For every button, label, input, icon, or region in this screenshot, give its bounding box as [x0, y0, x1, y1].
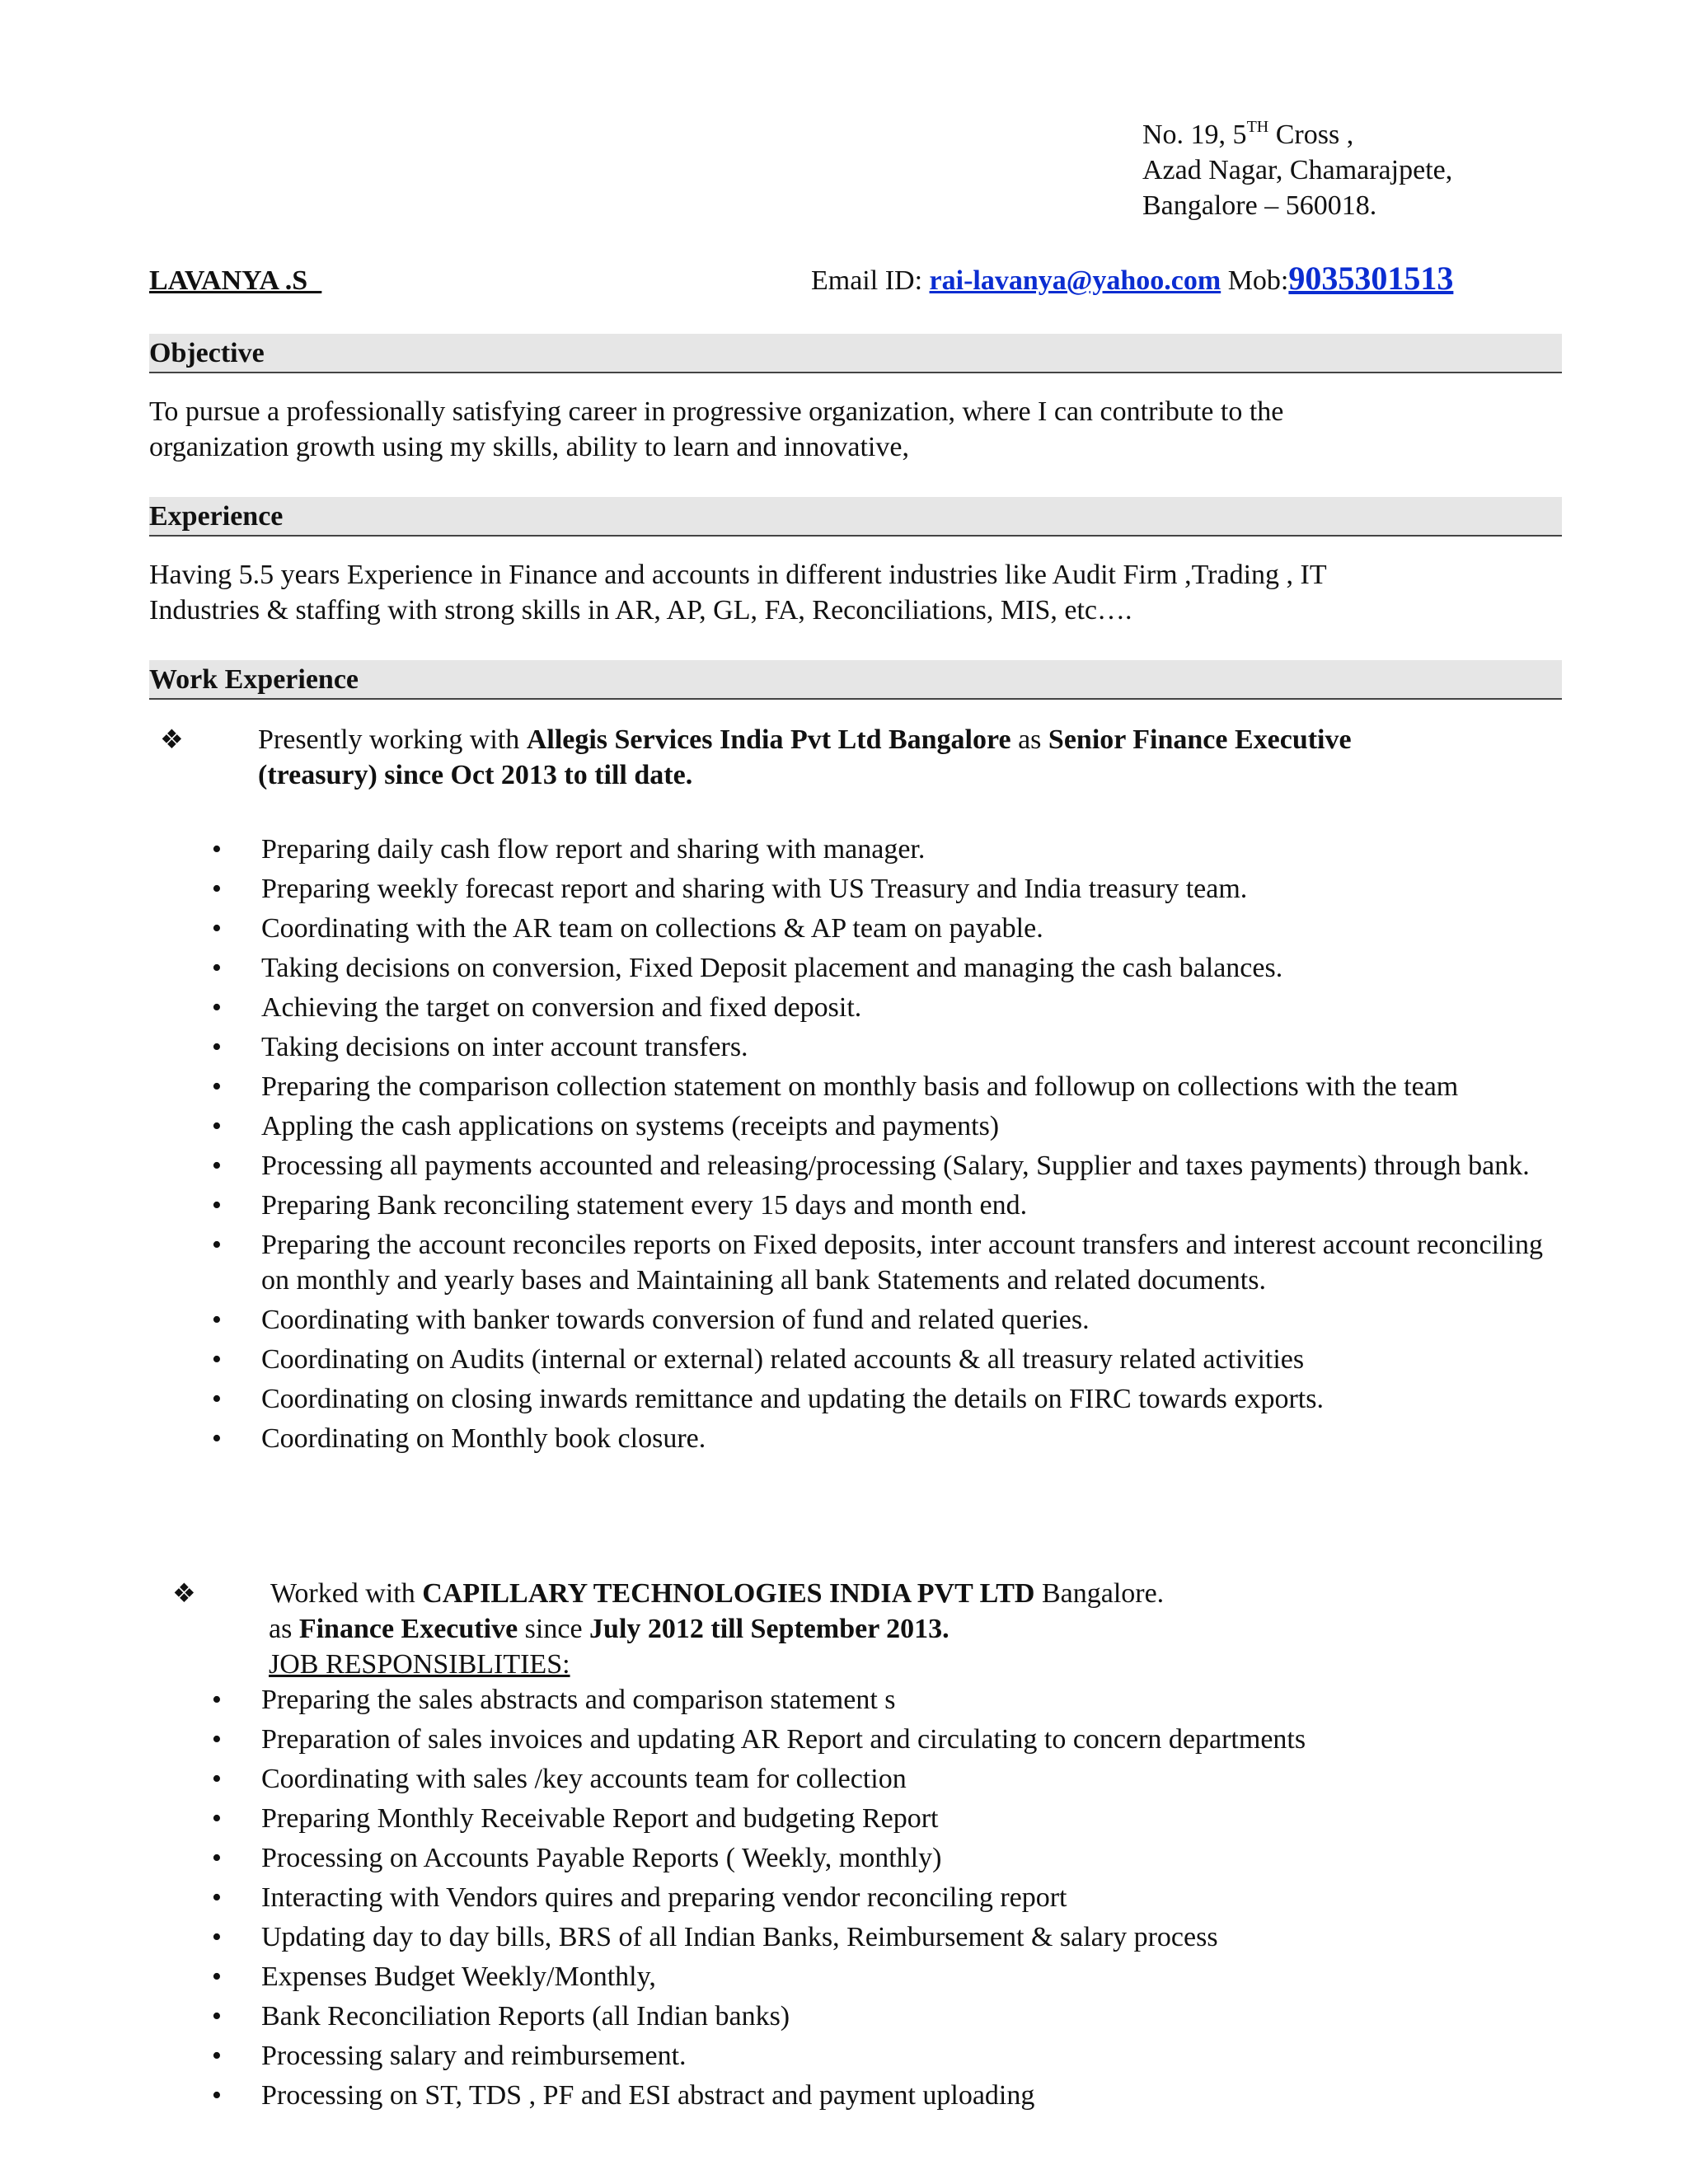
job2-duties-list [149, 1682, 1567, 2117]
address-line-2: Azad Nagar, Chamarajpete, [1142, 155, 1453, 185]
address-line-1: No. 19, 5TH Cross , [1142, 118, 1354, 150]
list-item: • Appling the cash applications on systems (receipts and payments) [149, 1108, 1567, 1144]
list-item: • Expenses Budget Weekly/Monthly, [149, 1959, 1567, 1994]
job2-company: CAPILLARY TECHNOLOGIES INDIA PVT LTD [422, 1578, 1035, 1609]
job1-period: (treasury) since Oct 2013 to till date. [258, 760, 693, 790]
list-item: • Preparing Bank reconciling statement every 15 days and month end. [149, 1188, 1567, 1223]
list-item: • Updating day to day bills, BRS of all Indian Banks, Reimbursement & salary process [149, 1919, 1567, 1955]
job1-duties-list [149, 832, 1567, 1460]
list-item: • Coordinating on Audits (internal or external) related accounts & all treasury related activities [149, 1342, 1567, 1377]
list-item: • Coordinating on Monthly book closure. [149, 1421, 1567, 1456]
job2-responsibilities-heading: JOB RESPONSIBLITIES: [269, 1649, 570, 1680]
job2-period: July 2012 till September 2013. [589, 1614, 950, 1644]
list-item: • Coordinating with sales /key accounts team for collection [149, 1761, 1567, 1797]
mobile-number-link[interactable]: 9035301513 [1288, 260, 1454, 297]
list-item: • Preparing Monthly Receivable Report and budgeting Report [149, 1801, 1567, 1836]
diamond-bullet-icon: ❖ [172, 1578, 196, 1608]
list-item: • Bank Reconciliation Reports (all Indian banks) [149, 1999, 1567, 2034]
job1-company: Allegis Services India Pvt Ltd Bangalore [526, 724, 1011, 755]
list-item: • Taking decisions on inter account transfers. [149, 1029, 1567, 1065]
list-item: • Preparing the comparison collection statement on monthly basis and followup on collections with the team [149, 1069, 1567, 1104]
experience-text: Having 5.5 years Experience in Finance and accounts in different industries like Audit Firm ,Trading , IT Industries & staffing with strong skills in AR, AP, GL, FA, Reconciliations, MIS, etc…. [149, 560, 1327, 626]
email-link[interactable]: rai-lavanya@yahoo.com [929, 265, 1221, 296]
list-item: • Preparation of sales invoices and updating AR Report and circulating to concern departments [149, 1722, 1567, 1757]
list-item: • Coordinating on closing inwards remittance and updating the details on FIRC towards exports. [149, 1381, 1567, 1417]
job1-intro: ❖ Presently working with Allegis Services India Pvt Ltd Bangalore as Senior Finance Executive (treasury) since Oct 2013 to till date. [149, 722, 1550, 793]
name-contact-row [149, 260, 1493, 299]
experience-heading: Experience [149, 497, 1562, 537]
objective-heading: Objective [149, 334, 1562, 373]
list-item: • Achieving the target on conversion and fixed deposit. [149, 990, 1567, 1025]
list-item: • Preparing daily cash flow report and sharing with manager. [149, 832, 1567, 867]
list-item: • Preparing the sales abstracts and comparison statement s [149, 1682, 1567, 1718]
job2-intro: ❖ Worked with CAPILLARY TECHNOLOGIES INDIA PVT LTD Bangalore. as Finance Executive since July 2012 till September 2013. JOB RESPONSIBLITIES: [149, 1576, 1550, 1682]
address-line-3: Bangalore – 560018. [1142, 190, 1377, 221]
list-item: • Taking decisions on conversion, Fixed Deposit placement and managing the cash balances. [149, 950, 1567, 986]
list-item: • Coordinating with the AR team on collections & AP team on payable. [149, 911, 1567, 946]
diamond-bullet-icon: ❖ [160, 724, 184, 754]
contact-info: Email ID: rai-lavanya@yahoo.com Mob:9035301513 [811, 260, 1454, 297]
objective-text: To pursue a professionally satisfying career in progressive organization, where I can contribute to the organization growth using my skills, ability to learn and innovative, [149, 396, 1284, 462]
work-experience-heading: Work Experience [149, 660, 1562, 700]
list-item: • Preparing weekly forecast report and sharing with US Treasury and India treasury team. [149, 871, 1567, 907]
job1-role: Senior Finance Executive [1048, 724, 1352, 755]
list-item: • Processing all payments accounted and releasing/processing (Salary, Supplier and taxes payments) through bank. [149, 1148, 1567, 1183]
address-block [1142, 117, 1452, 223]
list-item: • Processing on Accounts Payable Reports ( Weekly, monthly) [149, 1840, 1567, 1876]
candidate-name: LAVANYA .S_ [149, 265, 322, 296]
list-item: • Interacting with Vendors quires and preparing vendor reconciling report [149, 1880, 1567, 1915]
job2-role: Finance Executive [298, 1614, 518, 1644]
list-item: • Coordinating with banker towards conversion of fund and related queries. [149, 1302, 1567, 1338]
list-item: • Processing on ST, TDS , PF and ESI abstract and payment uploading [149, 2078, 1567, 2113]
list-item: • Processing salary and reimbursement. [149, 2038, 1567, 2074]
list-item: • Preparing the account reconciles reports on Fixed deposits, inter account transfers and interest account reconciling on monthly and yearly bases and Maintaining all bank Statements and related documents. [149, 1227, 1567, 1298]
